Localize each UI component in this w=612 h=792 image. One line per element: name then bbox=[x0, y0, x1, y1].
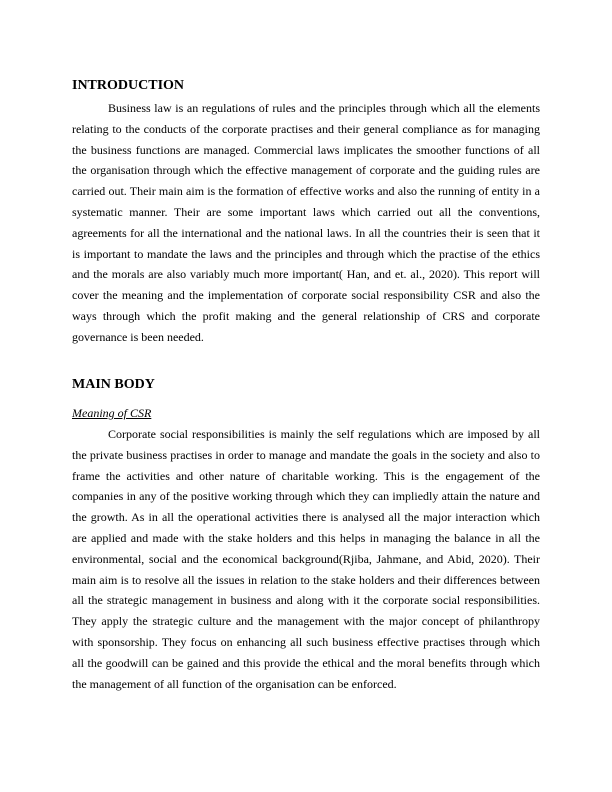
introduction-paragraph: Business law is an regulations of rules and the principles through which all the elements relating to the conducts of the corporate practises and their general compliance as for managing the business functions are managed. Commercial laws implicates the smoother functions of all the organisation through which the effective management of corporate and the guiding rules are carried out. Their main aim is the formation of effective works and also the running of entity in a systematic manner. Their are some important laws which carried out all the conventions, agreements for all the international and the national laws. In all the countries their is seen that it is important to mandate the laws and the principles and through which the practise of the ethics and the morals are also variably much more important( Han, and et. al., 2020). This report will cover the meaning and the implementation of corporate social responsibility CSR and also the ways through which the profit making and the general relationship of CRS and corporate governance is been needed. bbox=[72, 101, 540, 344]
main-body-paragraph: Corporate social responsibilities is mainly the self regulations which are imposed by all the private business practises in order to manage and mandate the goals in the society and also to frame the activities and other nature of charitable working. This is the engagement of the companies in any of the positive working through which they can impliedly attain the nature and the growth. As in all the operational activities there is analysed all the major interaction which are applied and made with the stake holders and this helps in managing the balance in all the environmental, social and the economical background(Rjiba, Jahmane, and Abid, 2020). Their main aim is to resolve all the issues in relation to the stake holders and their differences between all the strategic management in business and along with it the corporate social responsibilities. They apply the strategic culture and the management with the major concept of philanthropy with sponsorship. They focus on enhancing all such business effective practises through which all the goodwill can be gained and this provide the ethical and the moral benefits through which the management of all function of the organisation can be enforced. bbox=[72, 427, 540, 691]
introduction-heading: INTRODUCTION bbox=[72, 78, 185, 93]
main-body-heading: MAIN BODY bbox=[72, 377, 155, 392]
meaning-of-csr-subheading: Meaning of CSR bbox=[72, 406, 152, 420]
